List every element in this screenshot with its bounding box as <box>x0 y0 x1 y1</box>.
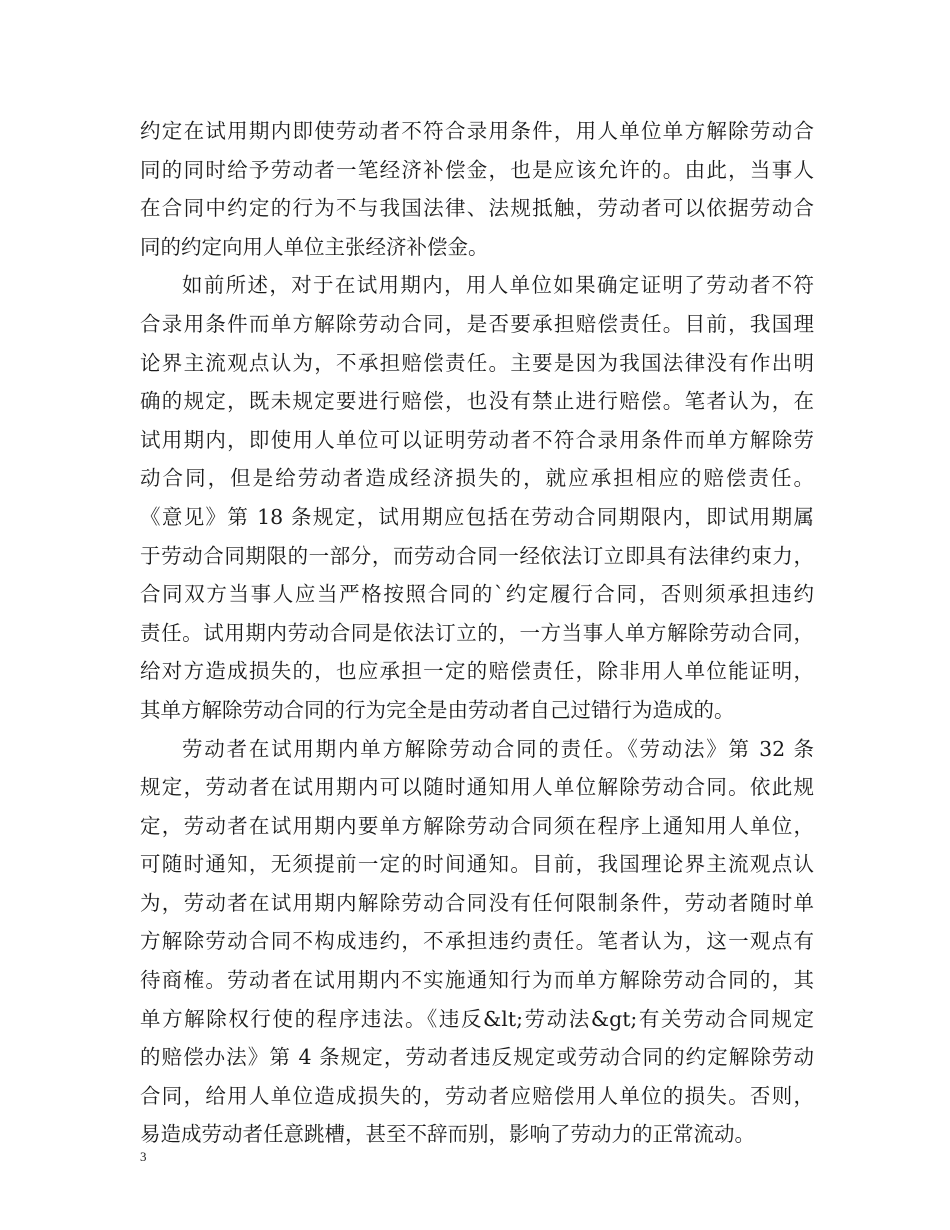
page-number: 3 <box>140 1149 147 1164</box>
text-line: 定，劳动者在试用期内要单方解除劳动合同须在程序上通知用人单位， <box>140 813 814 838</box>
text-line: 约定在试用期内即使劳动者不符合录用条件，用人单位单方解除劳动合 <box>140 119 814 143</box>
text-line: 合录用条件而单方解除劳动合同，是否要承担赔偿责任。目前，我国理 <box>140 311 814 336</box>
text-line: 《意见》第 18 条规定，试用期应包括在劳动合同期限内，即试用期属 <box>140 504 814 529</box>
text-line: 在合同中约定的行为不与我国法律、法规抵触，劳动者可以依据劳动合 <box>140 196 814 221</box>
text-line: 合同双方当事人应当严格按照合同的`约定履行合同，否则须承担违约 <box>140 582 814 607</box>
text-line: 其单方解除劳动合同的行为完全是由劳动者自己过错行为造成的。 <box>140 697 735 722</box>
text-line: 试用期内，即使用人单位可以证明劳动者不符合录用条件而单方解除劳 <box>140 427 814 452</box>
text-line: 给对方造成损失的，也应承担一定的赔偿责任，除非用人单位能证明， <box>140 659 814 684</box>
text-line: 如前所述，对于在试用期内，用人单位如果确定证明了劳动者不符 <box>182 273 814 298</box>
text-line: 方解除劳动合同不构成违约，不承担违约责任。笔者认为，这一观点有 <box>140 929 814 954</box>
text-line: 于劳动合同期限的一部分，而劳动合同一经依法订立即具有法律约束力， <box>140 543 814 568</box>
text-line: 同的同时给予劳动者一笔经济补偿金，也是应该允许的。由此，当事人 <box>140 157 814 182</box>
text-line: 论界主流观点认为，不承担赔偿责任。主要是因为我国法律没有作出明 <box>140 350 814 375</box>
text-line: 可随时通知，无须提前一定的时间通知。目前，我国理论界主流观点认 <box>140 852 814 877</box>
text-line: 易造成劳动者任意跳槽，甚至不辞而别，影响了劳动力的正常流动。 <box>140 1122 755 1147</box>
text-line: 待商榷。劳动者在试用期内不实施通知行为而单方解除劳动合同的，其 <box>140 968 814 993</box>
text-line: 规定，劳动者在试用期内可以随时通知用人单位解除劳动合同。依此规 <box>140 775 814 800</box>
text-line: 责任。试用期内劳动合同是依法订立的，一方当事人单方解除劳动合同， <box>140 620 814 645</box>
text-line: 合同，给用人单位造成损失的，劳动者应赔偿用人单位的损失。否则， <box>140 1083 814 1108</box>
text-line: 单方解除权行使的程序违法。《违反&lt;劳动法&gt;有关劳动合同规定 <box>140 1006 814 1031</box>
text-line: 劳动者在试用期内单方解除劳动合同的责任。《劳动法》第 32 条 <box>182 736 814 761</box>
body-text <box>140 112 814 1154</box>
text-line: 同的约定向用人单位主张经济补偿金。 <box>140 234 489 259</box>
text-line: 确的规定，既未规定要进行赔偿，也没有禁止进行赔偿。笔者认为，在 <box>140 389 814 414</box>
text-line: 为，劳动者在试用期内解除劳动合同没有任何限制条件，劳动者随时单 <box>140 890 814 915</box>
text-line: 的赔偿办法》第 4 条规定，劳动者违反规定或劳动合同的约定解除劳动 <box>140 1045 814 1070</box>
text-line: 动合同，但是给劳动者造成经济损失的，就应承担相应的赔偿责任。 <box>140 466 814 491</box>
